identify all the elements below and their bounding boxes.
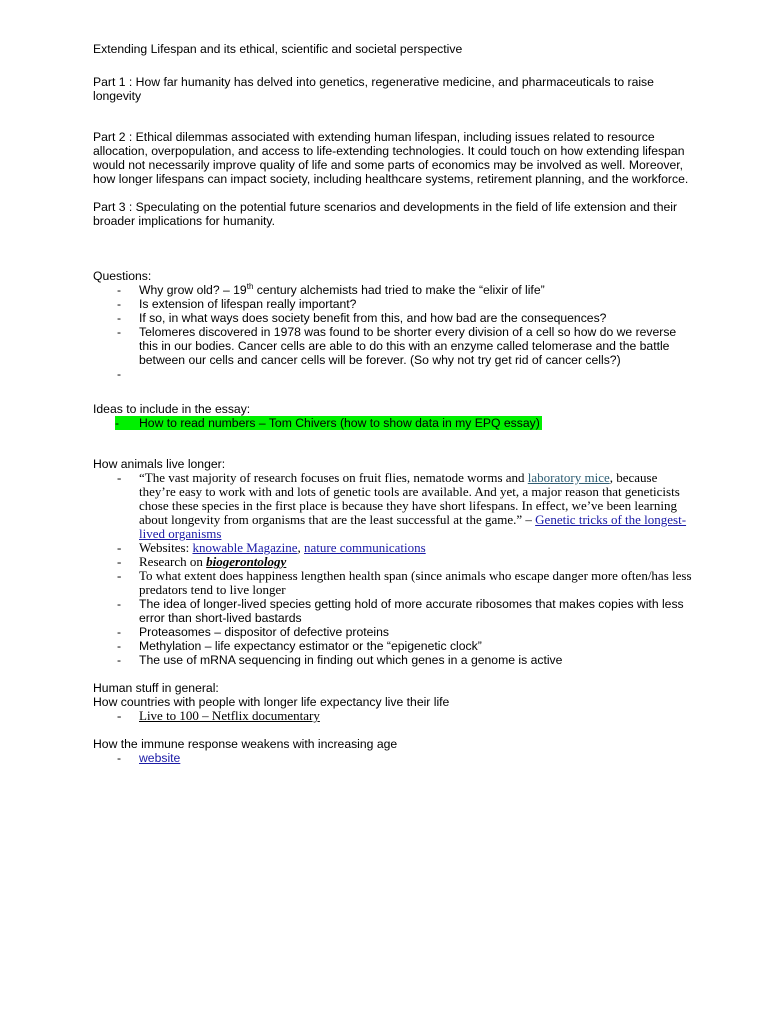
knowable-magazine-link[interactable]: knowable Magazine — [192, 540, 298, 555]
questions-list — [93, 283, 693, 381]
netflix-documentary-text: Live to 100 – Netflix documentary — [139, 708, 320, 723]
ideas-list — [93, 416, 693, 430]
list-item: - “The vast majority of research focuses on fruit flies, nematode worms and laboratory mice, because they’re easy to work with and lots of genetic tools are available. And yet, a major reason that geneticists chose these species in the first place is because they have short lifespans. In effect, we’ve been learning about longevity from organisms that are the least successful at the game.” – Genetic tricks of the longest-lived organisms — [117, 470, 687, 541]
biogerontology-term: biogerontology — [206, 554, 287, 569]
list-item — [93, 416, 693, 430]
animals-heading: How animals live longer: — [93, 457, 226, 471]
list-item: - If so, in what ways does society benefit from this, and how bad are the consequences? — [117, 311, 607, 325]
document-page — [93, 42, 693, 765]
list-item: - Proteasomes – dispositor of defective proteins — [117, 625, 389, 639]
list-item: - Research on biogerontology — [117, 554, 287, 569]
list-item: - Websites: knowable Magazine, nature communications — [117, 540, 426, 555]
list-item: - Methylation – life expectancy estimator or the “epigenetic clock” — [117, 639, 482, 653]
human-line: How countries with people with longer life expectancy live their life — [93, 695, 450, 709]
document-title: Extending Lifespan and its ethical, scientific and societal perspective — [93, 42, 463, 56]
part-1-paragraph: Part 1 : How far humanity has delved into genetics, regenerative medicine, and pharmaceuticals to raise longevity — [93, 75, 654, 103]
ideas-heading: Ideas to include in the essay: — [93, 402, 251, 416]
list-item: - The idea of longer-lived species getting hold of more accurate ribosomes that makes copies with less error than short-lived bastards — [117, 597, 684, 625]
list-item: - The use of mRNA sequencing in finding out which genes in a genome is active — [117, 653, 563, 667]
highlighted-idea: - How to read numbers – Tom Chivers (how to show data in my EPQ essay) — [115, 416, 540, 430]
human-list — [93, 709, 693, 723]
part-3-paragraph: Part 3 : Speculating on the potential future scenarios and developments in the field of life extension and their broader implications for humanity. — [93, 200, 678, 228]
questions-heading: Questions: — [93, 269, 152, 283]
list-item: - website — [117, 751, 181, 765]
website-link[interactable]: website — [139, 751, 181, 765]
list-item: - Is extension of lifespan really important? — [117, 297, 357, 311]
list-item: - Telomeres discovered in 1978 was found to be shorter every division of a cell so how do we reverse this in our bodies. Cancer cells are able to do this with an enzyme called telomerase and the battle between our cells and cancer cells will be forever. (So why not try get rid of cancer cells?) — [117, 325, 677, 367]
immune-list — [93, 751, 693, 765]
nature-communications-link[interactable]: nature communications — [304, 540, 426, 555]
immune-heading: How the immune response weakens with increasing age — [93, 737, 398, 751]
list-item: - To what extent does happiness lengthen health span (since animals who escape danger more often/has less predators tend to live longer — [117, 568, 692, 597]
animals-list — [93, 471, 693, 667]
genetic-tricks-link[interactable]: Genetic tricks of the longest-lived organisms — [139, 512, 687, 541]
part-2-paragraph: Part 2 : Ethical dilemmas associated with extending human lifespan, including issues related to resource allocation, overpopulation, and access to life-extending technologies. It could touch on how extending lifespan would not necessarily improve quality of life and some parts of economics may be involved as well. Moreover, how longer lifespans can impact society, including healthcare systems, retirement planning, and the workforce. — [93, 130, 689, 186]
list-item: - Live to 100 – Netflix documentary — [117, 708, 320, 723]
list-item: - — [117, 367, 122, 381]
laboratory-mice-link[interactable]: laboratory mice — [527, 470, 610, 485]
list-item: - Why grow old? – 19th century alchemists had tried to make the “elixir of life” — [117, 282, 545, 297]
human-heading: Human stuff in general: — [93, 681, 219, 695]
